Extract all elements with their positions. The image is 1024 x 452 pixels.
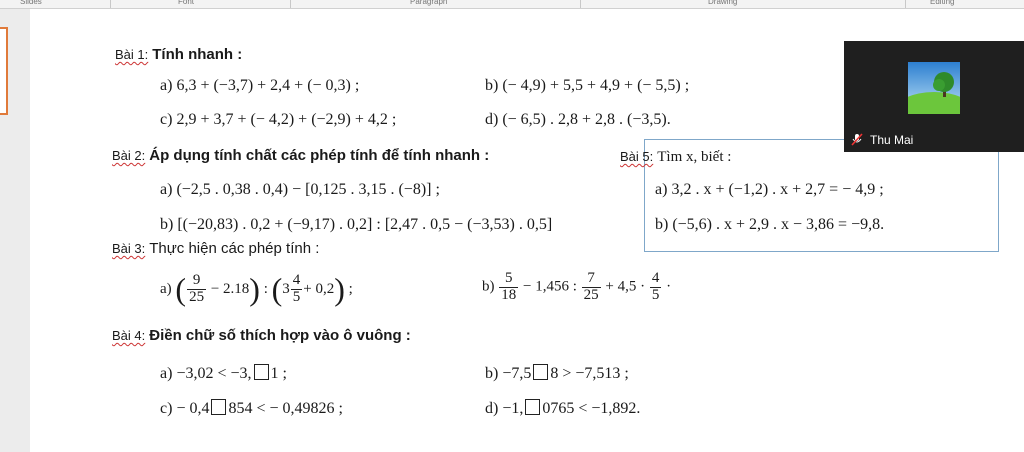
answer-box[interactable]	[211, 399, 226, 415]
ribbon-separator	[110, 0, 111, 8]
expression: − 0,4	[176, 400, 210, 417]
video-call-tile[interactable]	[844, 41, 1024, 152]
whole-part: 3	[282, 280, 290, 297]
answer-box[interactable]	[254, 364, 269, 380]
paren-close: )	[334, 271, 345, 307]
bai5-item-a	[655, 181, 884, 199]
term: − 1,456 :	[523, 278, 577, 295]
slide-thumbnail-pane	[0, 9, 30, 452]
answer-box[interactable]	[525, 399, 540, 415]
expression: 2,9 + 3,7 + (− 4,2) + (−2,9) + 4,2 ;	[176, 111, 397, 128]
bai2-heading: Áp dụng tính chất các phép tính để tính nhanh :	[149, 147, 490, 164]
mic-muted-icon	[850, 133, 864, 150]
expression: 8 > −7,513 ;	[550, 365, 629, 382]
expression: [(−20,83) . 0,2 + (−9,17) . 0,2] : [2,47 . 0,5 − (−3,53) . 0,5]	[177, 216, 553, 233]
fraction: $\frac{5}{18}$	[501, 270, 517, 303]
participant-avatar	[908, 62, 960, 114]
expression: 6,3 + (−3,7) + 2,4 + (− 0,3) ;	[176, 77, 360, 94]
bai4-title-row	[112, 327, 411, 345]
bai3-title-row	[112, 240, 319, 258]
ribbon-bar	[0, 0, 1024, 9]
bai4-item-a	[160, 364, 287, 383]
bai4-item-c	[160, 399, 343, 418]
ribbon-separator	[905, 0, 906, 8]
ribbon-group-font: Font	[178, 0, 195, 6]
item-label: a)	[160, 181, 173, 198]
item-label: b)	[482, 278, 495, 295]
bai5-item-b	[655, 216, 884, 234]
bai5-title: Bài 5:	[620, 149, 654, 164]
item-label: b)	[485, 365, 499, 382]
ribbon-group-slides: Slides	[20, 0, 42, 6]
expression: 1 ;	[270, 365, 287, 382]
ribbon-group-paragraph: Paragraph	[410, 0, 448, 6]
paren-open: (	[271, 271, 283, 307]
bai1-title-row	[115, 46, 242, 64]
participant-name: Thu Mai	[870, 133, 914, 147]
item-label: c)	[160, 111, 173, 128]
ribbon-group-drawing: Drawing	[708, 0, 738, 6]
expression: −1,	[502, 400, 524, 417]
bai3-title: Bài 3:	[112, 241, 146, 256]
bai3-item-b	[482, 271, 671, 304]
bai4-item-b	[485, 364, 629, 383]
fraction: $\frac{4}{5}$	[651, 270, 660, 303]
expression: 3,2 . x + (−1,2) . x + 2,7 = − 4,9 ;	[671, 181, 884, 198]
bai1-item-d	[485, 111, 671, 129]
bai4-title: Bài 4:	[112, 328, 146, 343]
item-label: a)	[160, 365, 173, 382]
landscape-tree-image	[908, 62, 960, 114]
fraction: $\frac{9}{25}$	[189, 272, 205, 305]
bai2-item-b	[160, 216, 552, 234]
bai5-heading: Tìm x, biết :	[657, 149, 732, 165]
fraction: $\frac{7}{25}$	[583, 270, 599, 303]
bai1-item-b	[485, 77, 689, 95]
expression: (−2,5 . 0,38 . 0,4) − [0,125 . 3,15 . (−8)] ;	[176, 181, 440, 198]
item-label: a)	[160, 280, 172, 297]
item-label: c)	[160, 400, 173, 417]
bai1-item-a	[160, 77, 359, 95]
expression: (− 4,9) + 5,5 + 4,9 + (− 5,5) ;	[502, 77, 690, 94]
bai1-title: Bài 1:	[115, 47, 149, 62]
bai5-title-row	[620, 148, 731, 166]
bai2-title-row	[112, 147, 489, 165]
expression: −7,5	[502, 365, 532, 382]
terminator: ;	[348, 280, 353, 297]
item-label: b)	[485, 77, 499, 94]
item-label: b)	[160, 216, 174, 233]
slide-thumbnail[interactable]	[0, 27, 8, 115]
expression: −3,02 < −3,	[176, 365, 252, 382]
terminator: ·	[666, 278, 672, 295]
bai2-title: Bài 2:	[112, 148, 146, 163]
item-label: a)	[655, 181, 668, 198]
ribbon-group-editing: Editing	[930, 0, 955, 6]
expression: 854 < − 0,49826 ;	[228, 400, 343, 417]
term: + 4,5 ·	[605, 278, 646, 295]
expression: (− 6,5) . 2,8 + 2,8 . (−3,5).	[502, 111, 671, 128]
term: − 2.18	[210, 280, 250, 297]
paren-close: )	[249, 271, 260, 307]
ribbon-separator	[580, 0, 581, 8]
item-label: b)	[655, 216, 669, 233]
bai2-item-a	[160, 181, 440, 199]
answer-box[interactable]	[533, 364, 548, 380]
bai1-item-c	[160, 111, 396, 129]
bai3-heading: Thực hiện các phép tính :	[149, 240, 320, 257]
item-label: a)	[160, 77, 173, 94]
term: + 0,2	[303, 280, 335, 297]
ribbon-separator	[290, 0, 291, 8]
paren-open: (	[175, 271, 187, 307]
operator: :	[263, 280, 268, 297]
expression: 0765 < −1,892.	[542, 400, 641, 417]
expression: (−5,6) . x + 2,9 . x − 3,86 = −9,8.	[672, 216, 885, 233]
bai1-heading: Tính nhanh :	[152, 46, 243, 63]
bai4-item-d	[485, 399, 640, 418]
bai4-heading: Điền chữ số thích hợp vào ô vuông :	[149, 327, 411, 344]
bai3-item-a	[160, 271, 353, 308]
item-label: d)	[485, 400, 499, 417]
item-label: d)	[485, 111, 499, 128]
fraction: $\frac{4}{5}$	[292, 272, 301, 305]
